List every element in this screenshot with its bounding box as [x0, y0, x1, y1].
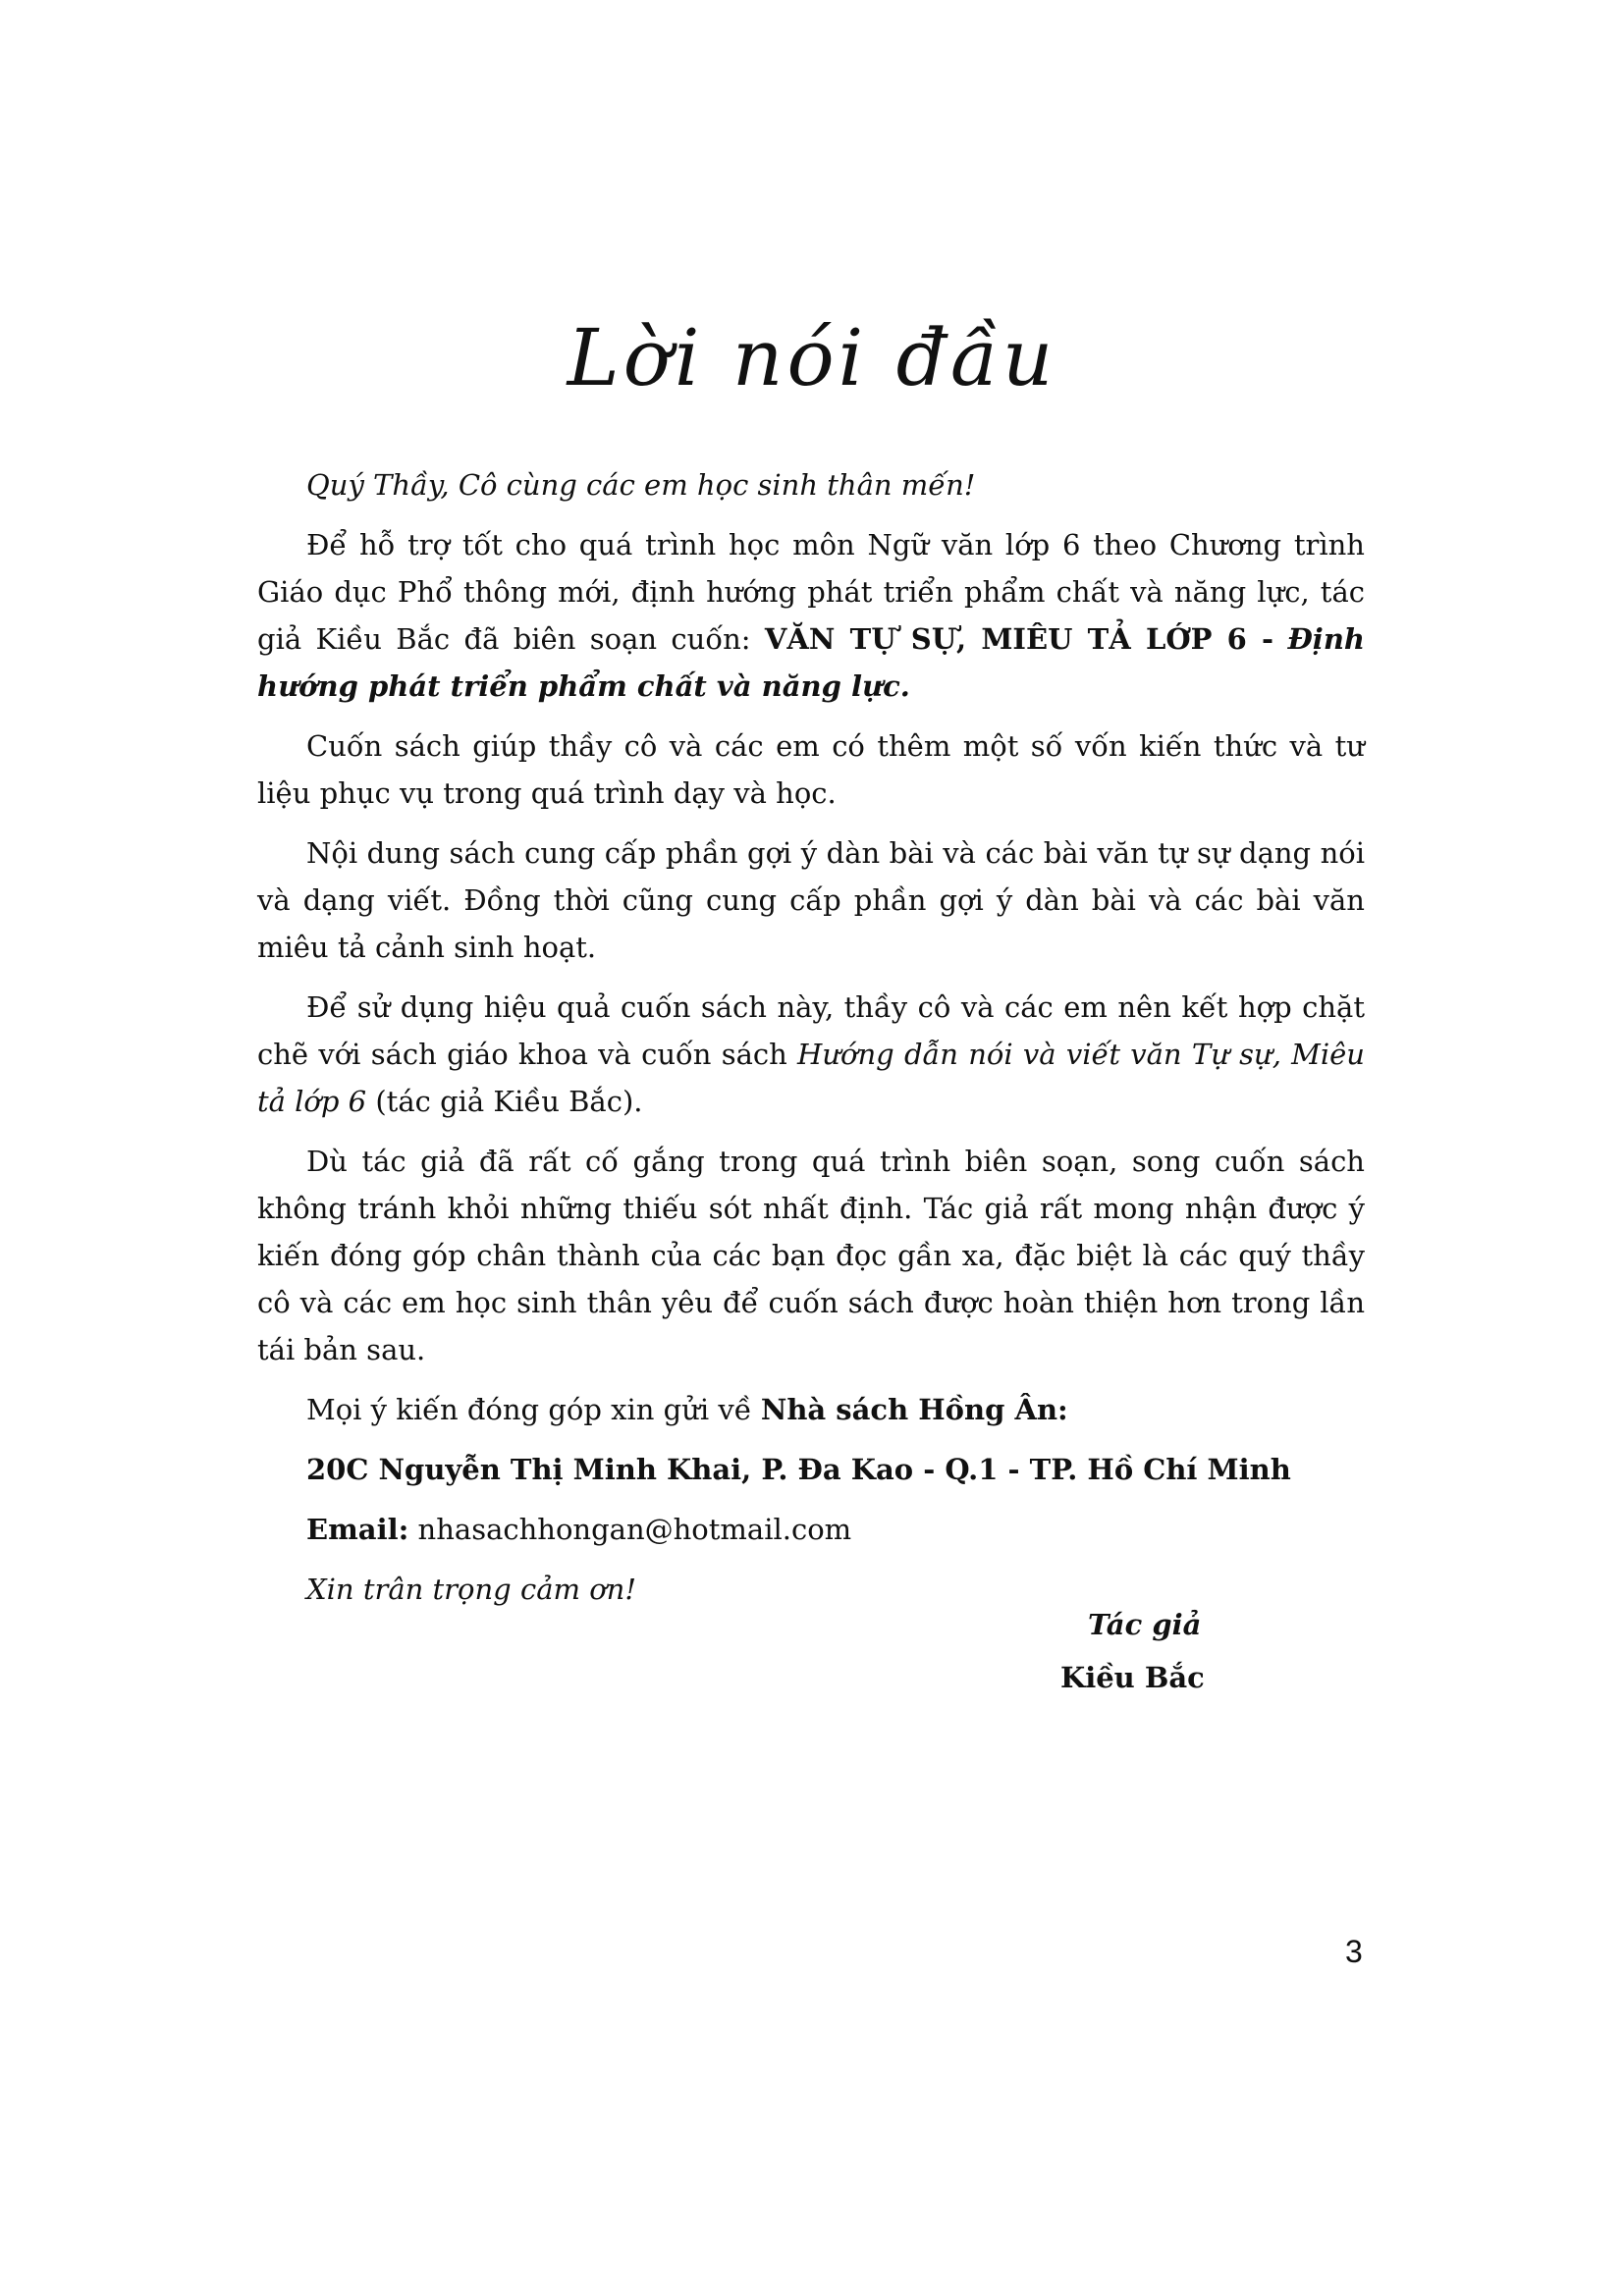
email-label: Email: — [306, 1513, 409, 1546]
referenced-book-title: Hướng dẫn nói và viết văn Tự sự, Miêu tả lớp 6 — [257, 1038, 1365, 1118]
paragraph-usage — [257, 984, 1365, 1125]
paragraph-content: Nội dung sách cung cấp phần gợi ý dàn bài và các bài văn tự sự dạng nói và dạng viết. Đồng thời cũng cung cấp phần gợi ý dàn bài và các bài văn miêu tả cảnh sinh hoạt. — [257, 836, 1365, 964]
email-line — [257, 1506, 1365, 1553]
greeting: Quý Thầy, Cô cùng các em học sinh thân mến! — [306, 468, 976, 502]
paragraph-intro — [257, 521, 1365, 710]
contact-line — [257, 1386, 1365, 1433]
publisher-address: 20C Nguyễn Thị Minh Khai, P. Đa Kao - Q.1 - TP. Hồ Chí Minh — [306, 1453, 1291, 1486]
book-title: VĂN TỰ SỰ, MIÊU TẢ LỚP 6 - — [764, 622, 1274, 656]
signature-block — [1060, 1598, 1205, 1704]
paragraph-usage-after: (tác giả Kiều Bắc). — [366, 1085, 643, 1118]
paragraph-feedback: Dù tác giả đã rất cố gắng trong quá trình biên soạn, song cuốn sách không tránh khỏi những thiếu sót nhất định. Tác giả rất mong nhận được ý kiến đóng góp chân thành của các bạn đọc gần xa, đặc biệt là các quý thầy cô và các em học sinh thân yêu để cuốn sách được hoàn thiện hơn trong lần tái bản sau. — [257, 1145, 1365, 1366]
paragraph-intro-text: Để hỗ trợ tốt cho quá trình học môn Ngữ văn lớp 6 theo Chương trình Giáo dục Phổ thông mới, định hướng phát triển phẩm chất và năng lực, tác giả Kiều Bắc đã biên soạn cuốn: — [257, 528, 1365, 656]
closing-line: Xin trân trọng cảm ơn! — [306, 1573, 636, 1606]
signature-role: Tác giả — [1088, 1608, 1202, 1641]
email-address: nhasachhongan@hotmail.com — [408, 1513, 852, 1546]
preface-body — [257, 461, 1365, 1626]
paragraph-purpose: Cuốn sách giúp thầy cô và các em có thêm một số vốn kiến thức và tư liệu phục vụ trong quá trình dạy và học. — [257, 729, 1365, 810]
page-number: 3 — [1345, 1934, 1363, 1969]
page-title: Lời nói đầu — [567, 312, 1057, 403]
book-subtitle: Định hướng phát triển phẩm chất và năng lực. — [257, 622, 1365, 703]
contact-intro: Mọi ý kiến đóng góp xin gửi về — [306, 1393, 761, 1426]
signature-name: Kiều Bắc — [1060, 1661, 1205, 1694]
paragraph-usage-before: Để sử dụng hiệu quả cuốn sách này, thầy cô và các em nên kết hợp chặt chẽ với sách giáo khoa và cuốn sách — [257, 990, 1365, 1071]
publisher-name: Nhà sách Hồng Ân: — [760, 1393, 1068, 1426]
